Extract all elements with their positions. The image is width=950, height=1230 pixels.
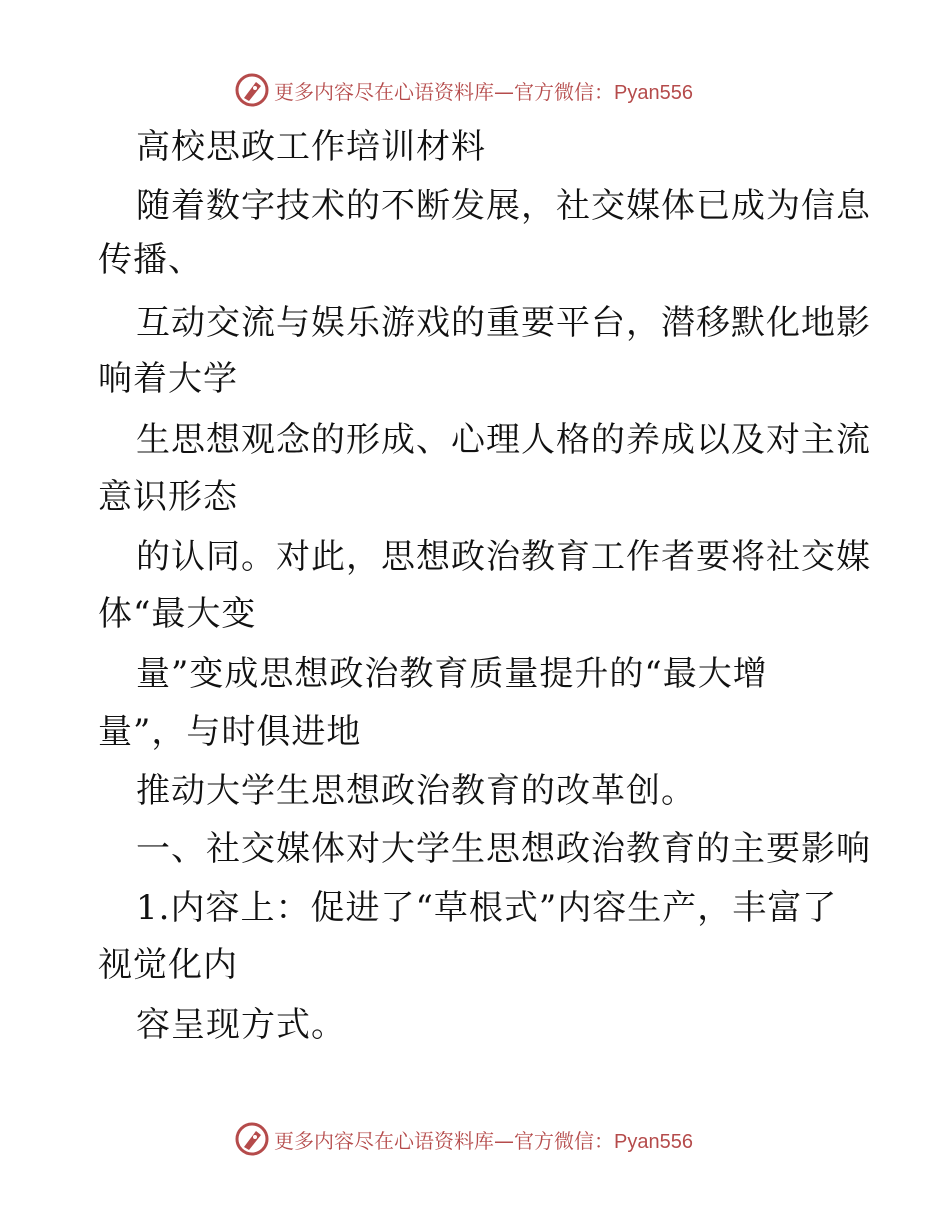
banner-text: 更多内容尽在心语资料库—官方微信：Pyan556 bbox=[274, 1128, 693, 1153]
paragraph-line: 传播、 bbox=[98, 240, 203, 280]
paragraph-line: 响着大学 bbox=[98, 359, 238, 399]
pen-nib-logo-icon bbox=[234, 1121, 270, 1157]
paragraph-line: 容呈现方式。 bbox=[136, 1005, 346, 1045]
subsection-heading: 1.内容上：促进了“草根式”内容生产，丰富了 bbox=[136, 888, 838, 928]
paragraph-line: 的认同。对此，思想政治教育工作者要将社交媒 bbox=[136, 537, 871, 577]
paragraph-line: 体“最大变 bbox=[98, 594, 257, 634]
section-heading: 一、社交媒体对大学生思想政治教育的主要影响 bbox=[136, 829, 871, 869]
banner-text: 更多内容尽在心语资料库—官方微信：Pyan556 bbox=[274, 79, 693, 104]
header-watermark-banner bbox=[234, 70, 754, 110]
document-title: 高校思政工作培训材料 bbox=[136, 127, 486, 167]
wechat-id: Pyan556 bbox=[614, 81, 693, 104]
paragraph-line: 视觉化内 bbox=[98, 945, 238, 985]
paragraph-line: 量”，与时俱进地 bbox=[98, 712, 362, 752]
pen-nib-logo-icon bbox=[234, 72, 270, 108]
paragraph-line: 生思想观念的形成、心理人格的养成以及对主流 bbox=[136, 420, 871, 460]
paragraph-line: 意识形态 bbox=[98, 477, 238, 517]
paragraph-line: 互动交流与娱乐游戏的重要平台，潜移默化地影 bbox=[136, 303, 871, 343]
wechat-id: Pyan556 bbox=[614, 1130, 693, 1153]
paragraph-line: 量”变成思想政治教育质量提升的“最大增 bbox=[136, 654, 768, 694]
footer-watermark-banner bbox=[234, 1119, 754, 1159]
paragraph-line: 推动大学生思想政治教育的改革创。 bbox=[136, 771, 696, 811]
paragraph-line: 随着数字技术的不断发展，社交媒体已成为信息 bbox=[136, 186, 871, 226]
